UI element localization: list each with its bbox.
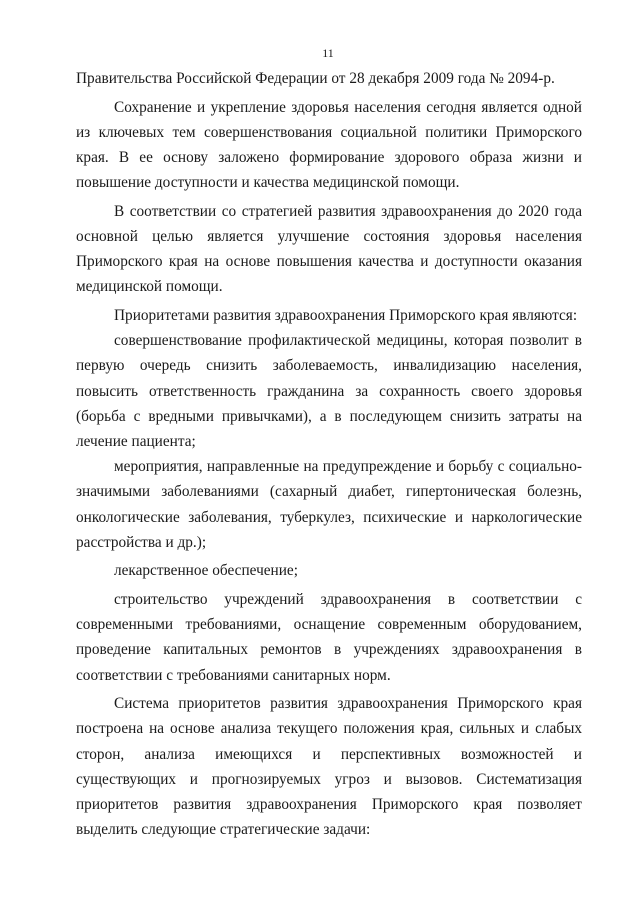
priority-item-construction: строительство учреждений здравоохранения в соответствии с современными требованиями, оснащение современным оборудованием, проведение капитальных ремонтов в учреждениях здравоохранения в соответствии с требованиями санитарных норм. (76, 591, 582, 684)
paragraph-health-preservation: Сохранение и укрепление здоровья населения сегодня является одной из ключевых тем совершенствования социальной политики Приморского края. В ее основу заложено формирование здорового образа жизни и повышение доступности и качества медицинской помощи. (76, 98, 582, 192)
priority-item-social-diseases: мероприятия, направленные на предупреждение и борьбу с социально-значимыми заболеваниями (сахарный диабет, гипертоническая болезнь, онкологические заболевания, туберкулез, психические и наркологические расстройства и др.); (76, 458, 582, 551)
priority-item-drug-supply: лекарственное обеспечение; (114, 562, 298, 580)
priority-item-prevention: совершенствование профилактической медицины, которая позволит в первую очередь снизить заболеваемость, инвалидизацию населения, повысить ответственность гражданина за сохранность своего здоровья (борьба с вредными привычками), а в последующем снизить затраты на лечение пациента; (76, 332, 582, 451)
document-body (76, 66, 582, 846)
paragraph-continuation: Правительства Российской Федерации от 28 декабря 2009 года № 2094-р. (76, 70, 555, 87)
page-number: 11 (322, 46, 334, 60)
paragraph-strategy-goal: В соответствии со стратегией развития здравоохранения до 2020 года основной целью является улучшение состояния здоровья населения Приморского края на основе повышения качества и доступности оказания медицинской помощи. (76, 202, 582, 296)
paragraph-priority-system: Система приоритетов развития здравоохранения Приморского края построена на основе анализа текущего положения края, сильных и слабых сторон, анализа имеющихся и перспективных возможностей и существующих и прогнозируемых угроз и вызовов. Систематизация приоритетов развития здравоохранения Приморского края позволяет выделить следующие стратегические задачи: (76, 695, 582, 839)
paragraph-priorities-heading: Приоритетами развития здравоохранения Приморского края являются: (114, 307, 578, 324)
